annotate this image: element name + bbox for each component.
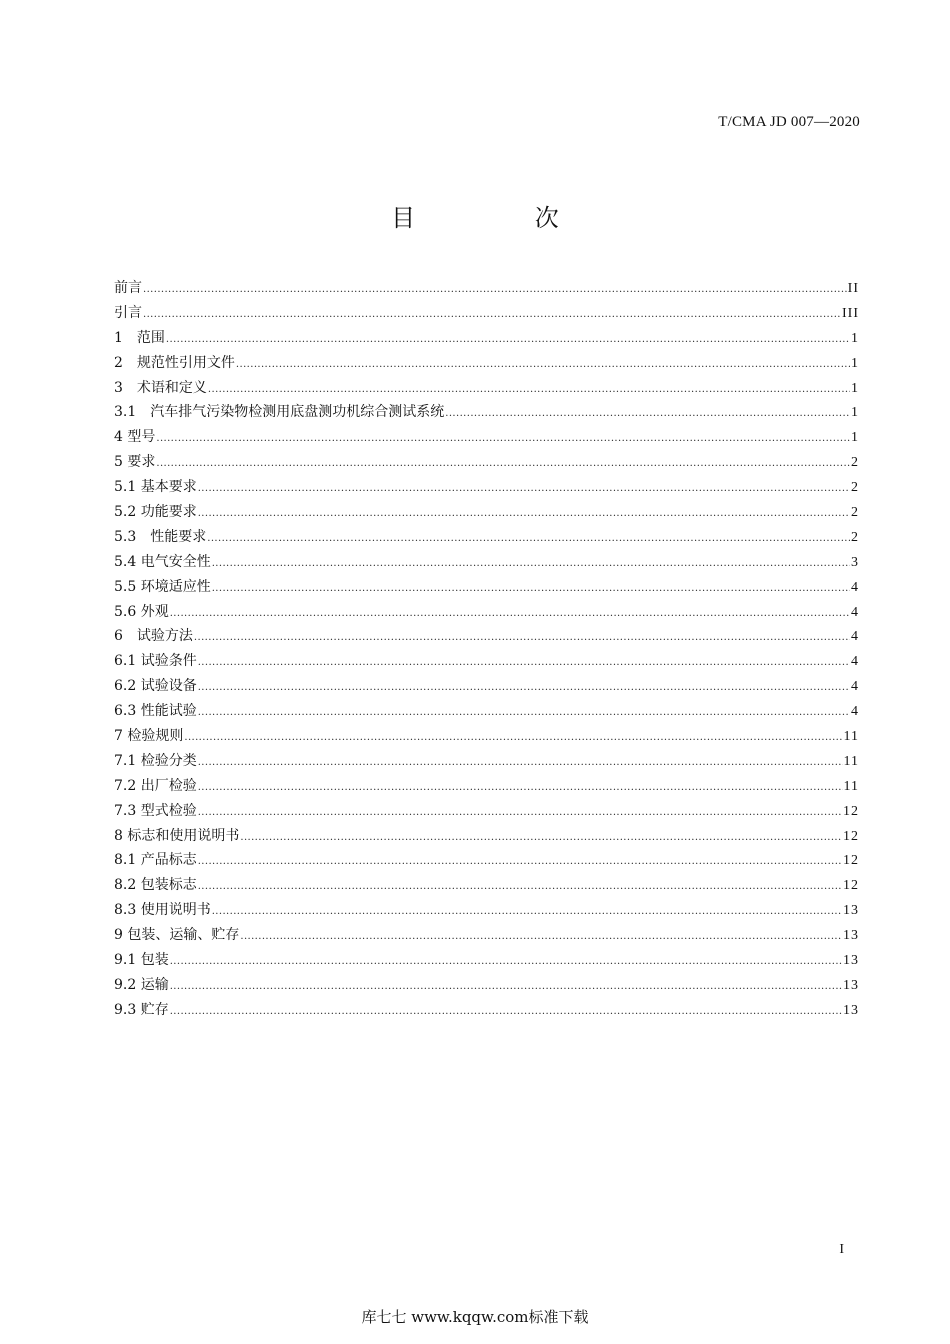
- toc-entry[interactable]: [114, 649, 859, 674]
- toc-entry-label: 6 试验方法: [114, 628, 193, 645]
- dot-leader: [198, 751, 843, 776]
- dot-leader: [143, 303, 841, 328]
- toc-entry-label: 2 规范性引用文件: [114, 354, 235, 371]
- toc-entry[interactable]: [114, 923, 859, 948]
- toc-entry-label: 5.3 性能要求: [114, 528, 207, 545]
- toc-entry-page: 1: [851, 355, 859, 371]
- toc-entry-label: 5.5 环境适应性: [114, 578, 211, 595]
- toc-entry[interactable]: [114, 575, 859, 600]
- toc-entry-page: 1: [851, 380, 859, 396]
- toc-entry-page: 2: [851, 505, 859, 521]
- toc-entry-label: 8.1 产品标志: [114, 852, 197, 869]
- toc-entry[interactable]: [114, 774, 859, 799]
- toc-entry-page: 11: [843, 729, 859, 745]
- toc-entry-page: 4: [851, 629, 859, 645]
- toc-entry[interactable]: [114, 276, 859, 301]
- dot-leader: [156, 452, 850, 477]
- toc-entry[interactable]: [114, 301, 859, 326]
- toc-entry[interactable]: [114, 351, 859, 376]
- dot-leader: [166, 328, 850, 353]
- dot-leader: [208, 378, 850, 403]
- page-number: I: [839, 1242, 844, 1257]
- dot-leader: [240, 925, 842, 950]
- dot-leader: [170, 950, 842, 975]
- dot-leader: [170, 1000, 842, 1025]
- toc-entry-page: 11: [843, 778, 859, 794]
- toc-entry-label: 7 检验规则: [114, 728, 184, 745]
- toc-entry-label: 6.2 试验设备: [114, 678, 197, 695]
- dot-leader: [170, 975, 842, 1000]
- toc-entry[interactable]: [114, 400, 859, 425]
- toc-entry[interactable]: [114, 475, 859, 500]
- toc-entry-label: 6.3 性能试验: [114, 703, 197, 720]
- toc-entry-page: 13: [843, 977, 859, 993]
- toc-entry[interactable]: [114, 674, 859, 699]
- toc-entry-label: 5.6 外观: [114, 603, 169, 620]
- toc-entry-page: 4: [851, 704, 859, 720]
- toc-entry-label: 8.3 使用说明书: [114, 902, 211, 919]
- dot-leader: [236, 353, 850, 378]
- toc-entry[interactable]: [114, 898, 859, 923]
- dot-leader: [198, 801, 842, 826]
- toc-entry-label: 7.1 检验分类: [114, 752, 197, 769]
- dot-leader: [212, 577, 850, 602]
- toc-entry-label: 3 术语和定义: [114, 379, 207, 396]
- toc-entry-page: 2: [851, 529, 859, 545]
- toc-entry-label: 5.4 电气安全性: [114, 553, 211, 570]
- toc-entry[interactable]: [114, 824, 859, 849]
- toc-entry-page: 4: [851, 579, 859, 595]
- toc-entry-page: 4: [851, 679, 859, 695]
- dot-leader: [240, 826, 842, 851]
- toc-entry[interactable]: [114, 376, 859, 401]
- watermark-text: 库七七 www.kqqw.com标准下载: [361, 1308, 589, 1326]
- toc-entry-label: 3.1 汽车排气污染物检测用底盘测功机综合测试系统: [114, 404, 445, 421]
- toc-entry-page: 13: [843, 928, 859, 944]
- toc-entry-page: III: [842, 305, 859, 321]
- toc-entry-label: 6.1 试验条件: [114, 653, 197, 670]
- toc-entry[interactable]: [114, 326, 859, 351]
- dot-leader: [194, 626, 850, 651]
- dot-leader: [156, 427, 850, 452]
- toc-entry[interactable]: [114, 624, 859, 649]
- toc-entry-page: 4: [851, 654, 859, 670]
- table-of-contents: [114, 276, 859, 1023]
- toc-entry[interactable]: [114, 749, 859, 774]
- toc-entry[interactable]: [114, 450, 859, 475]
- document-code: T/CMA JD 007—2020: [718, 114, 860, 130]
- toc-entry[interactable]: [114, 550, 859, 575]
- toc-entry-page: 1: [851, 405, 859, 421]
- toc-entry-label: 9.3 贮存: [114, 1001, 169, 1018]
- toc-entry-page: 2: [851, 455, 859, 471]
- page-title: 目 次: [391, 204, 615, 232]
- toc-entry[interactable]: [114, 500, 859, 525]
- dot-leader: [143, 278, 847, 303]
- dot-leader: [198, 850, 842, 875]
- dot-leader: [198, 651, 850, 676]
- toc-entry-label: 8.2 包装标志: [114, 877, 197, 894]
- toc-entry-page: II: [847, 281, 859, 296]
- dot-leader: [212, 900, 842, 925]
- toc-entry[interactable]: [114, 973, 859, 998]
- toc-entry-page: 13: [843, 1002, 859, 1018]
- toc-entry-page: 12: [843, 878, 859, 894]
- toc-entry-label: 9 包装、运输、贮存: [114, 927, 240, 944]
- toc-entry[interactable]: [114, 948, 859, 973]
- dot-leader: [198, 477, 850, 502]
- toc-entry-label: 5 要求: [114, 454, 156, 471]
- dot-leader: [212, 552, 850, 577]
- toc-entry[interactable]: [114, 848, 859, 873]
- dot-leader: [445, 402, 850, 427]
- toc-entry-label: 7.3 型式检验: [114, 802, 197, 819]
- dot-leader: [207, 527, 850, 552]
- toc-entry-label: 4 型号: [114, 429, 156, 446]
- toc-entry[interactable]: [114, 873, 859, 898]
- toc-entry-page: 12: [843, 853, 859, 869]
- dot-leader: [170, 602, 850, 627]
- toc-entry[interactable]: [114, 525, 859, 550]
- toc-entry-page: 11: [843, 753, 859, 769]
- toc-entry-page: 4: [851, 604, 859, 620]
- toc-entry[interactable]: [114, 724, 859, 749]
- toc-entry-page: 12: [843, 803, 859, 819]
- toc-entry[interactable]: [114, 998, 859, 1023]
- dot-leader: [198, 776, 843, 801]
- toc-entry-label: 5.1 基本要求: [114, 479, 197, 496]
- toc-entry-page: 13: [843, 903, 859, 919]
- toc-entry-label: 5.2 功能要求: [114, 504, 197, 521]
- toc-entry-page: 3: [851, 554, 859, 570]
- dot-leader: [198, 875, 842, 900]
- toc-entry-label: 9.2 运输: [114, 976, 169, 993]
- toc-entry-page: 12: [843, 828, 859, 844]
- toc-entry-page: 1: [851, 430, 859, 446]
- toc-entry-label: 9.1 包装: [114, 952, 169, 969]
- dot-leader: [198, 701, 850, 726]
- dot-leader: [198, 676, 850, 701]
- toc-entry-page: 1: [851, 330, 859, 346]
- dot-leader: [198, 502, 850, 527]
- toc-entry-page: 13: [843, 953, 859, 969]
- toc-entry[interactable]: [114, 699, 859, 724]
- toc-entry[interactable]: [114, 600, 859, 625]
- toc-entry-label: 7.2 出厂检验: [114, 777, 197, 794]
- toc-entry-page: 2: [851, 480, 859, 496]
- toc-entry-label: 1 范围: [114, 329, 165, 346]
- toc-entry-label: 8 标志和使用说明书: [114, 827, 240, 844]
- toc-entry[interactable]: [114, 425, 859, 450]
- toc-entry-label: 前言: [114, 280, 142, 296]
- toc-entry[interactable]: [114, 799, 859, 824]
- toc-entry-label: 引言: [114, 304, 142, 321]
- dot-leader: [184, 726, 842, 751]
